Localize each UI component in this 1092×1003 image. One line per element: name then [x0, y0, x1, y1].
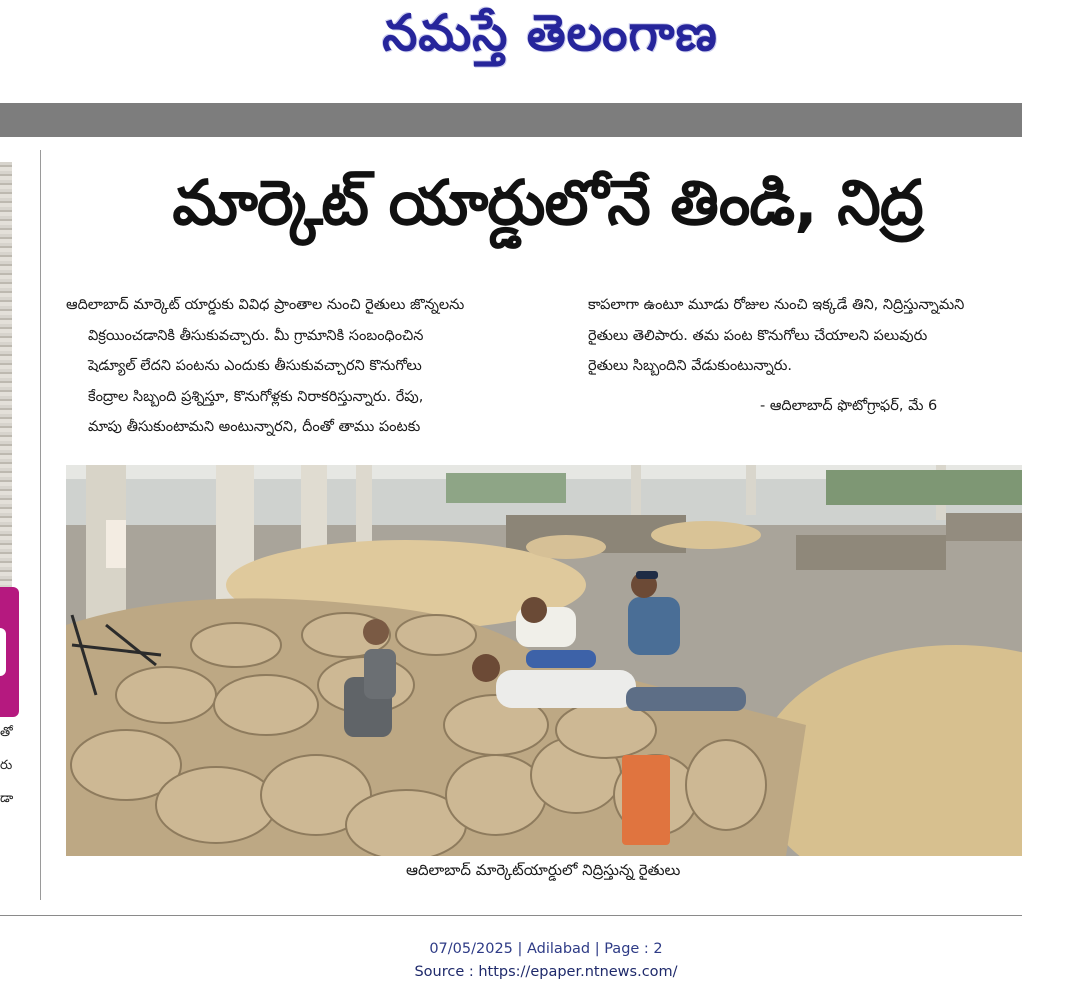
- news-photo: [66, 465, 1022, 856]
- distant-trees: [826, 470, 1022, 505]
- distant-bag-row: [796, 535, 946, 570]
- article-headline: మార్కెట్ యార్డులోనే తిండి, నిద్ర: [172, 166, 923, 239]
- pillar-number-sign: [106, 520, 126, 568]
- page-footer: [0, 938, 1092, 984]
- adjacent-pink-notch: [0, 628, 6, 676]
- shed-pillar: [631, 465, 641, 515]
- orange-carry-bag: [622, 755, 670, 845]
- adjacent-text-fragment: తో: [0, 725, 13, 740]
- adjacent-article-strip: [0, 150, 40, 910]
- masthead: [0, 0, 1092, 80]
- body-line: కేంద్రాల సిబ్బంది ప్రశ్నిస్తూ, కొనుగోళ్లకు నిరాకరిస్తున్నారు. రేపు,: [88, 388, 424, 405]
- distant-bag-row: [946, 513, 1022, 541]
- body-line: ఆదిలాబాద్ మార్కెట్ యార్డుకు వివిధ ప్రాంతాల నుంచి రైతులు జొన్నలను: [66, 297, 465, 313]
- article-body-left: [66, 290, 536, 443]
- body-line: మాపు తీసుకుంటామని అంటున్నారని, దీంతో తాము పంటకు: [88, 419, 421, 435]
- footer-date-edition-page: 07/05/2025 | Adilabad | Page : 2: [429, 941, 663, 957]
- body-line: విక్రయించడానికి తీసుకువచ్చారు. మీ గ్రామానికి సంబంధించిన: [88, 327, 424, 344]
- footer-source-link[interactable]: Source : https://epaper.ntnews.com/: [414, 964, 678, 980]
- article-byline: - ఆదిలాబాద్ ఫొటోగ్రాఫర్, మే 6: [760, 398, 938, 414]
- column-divider: [40, 150, 41, 900]
- market-yard-photo: [66, 465, 1022, 856]
- body-line: షెడ్యూల్ లేదని పంటను ఎందుకు తీసుకువచ్చారని కొనుగోలు: [88, 358, 422, 374]
- photo-caption: ఆదిలాబాద్ మార్కెట్‌యార్డులో నిద్రిస్తున్న రైతులు: [406, 861, 681, 879]
- article-body-right: [588, 290, 1028, 382]
- body-line: రైతులు సిబ్బందిని వేడుకుంటున్నారు.: [588, 358, 792, 374]
- grain-heap: [526, 535, 606, 559]
- footer-divider: [0, 915, 1022, 916]
- grain-heap: [651, 521, 761, 549]
- shed-pillar: [746, 465, 756, 515]
- body-line: రైతులు తెలిపారు. తమ పంట కొనుగోలు చేయాలని పలువురు: [588, 327, 928, 344]
- body-line: కాపలాగా ఉంటూ మూడు రోజుల నుంచి ఇక్కడే తిని, నిద్రిస్తున్నామని: [588, 297, 965, 313]
- adjacent-text-fragment: డా: [0, 791, 14, 806]
- masthead-logo: నమస్తే తెలంగాణ: [382, 3, 718, 62]
- distant-trees: [446, 473, 566, 503]
- adjacent-text-fragment: రు: [0, 758, 13, 773]
- header-divider-bar: [0, 103, 1022, 137]
- shed-pillar: [356, 465, 372, 545]
